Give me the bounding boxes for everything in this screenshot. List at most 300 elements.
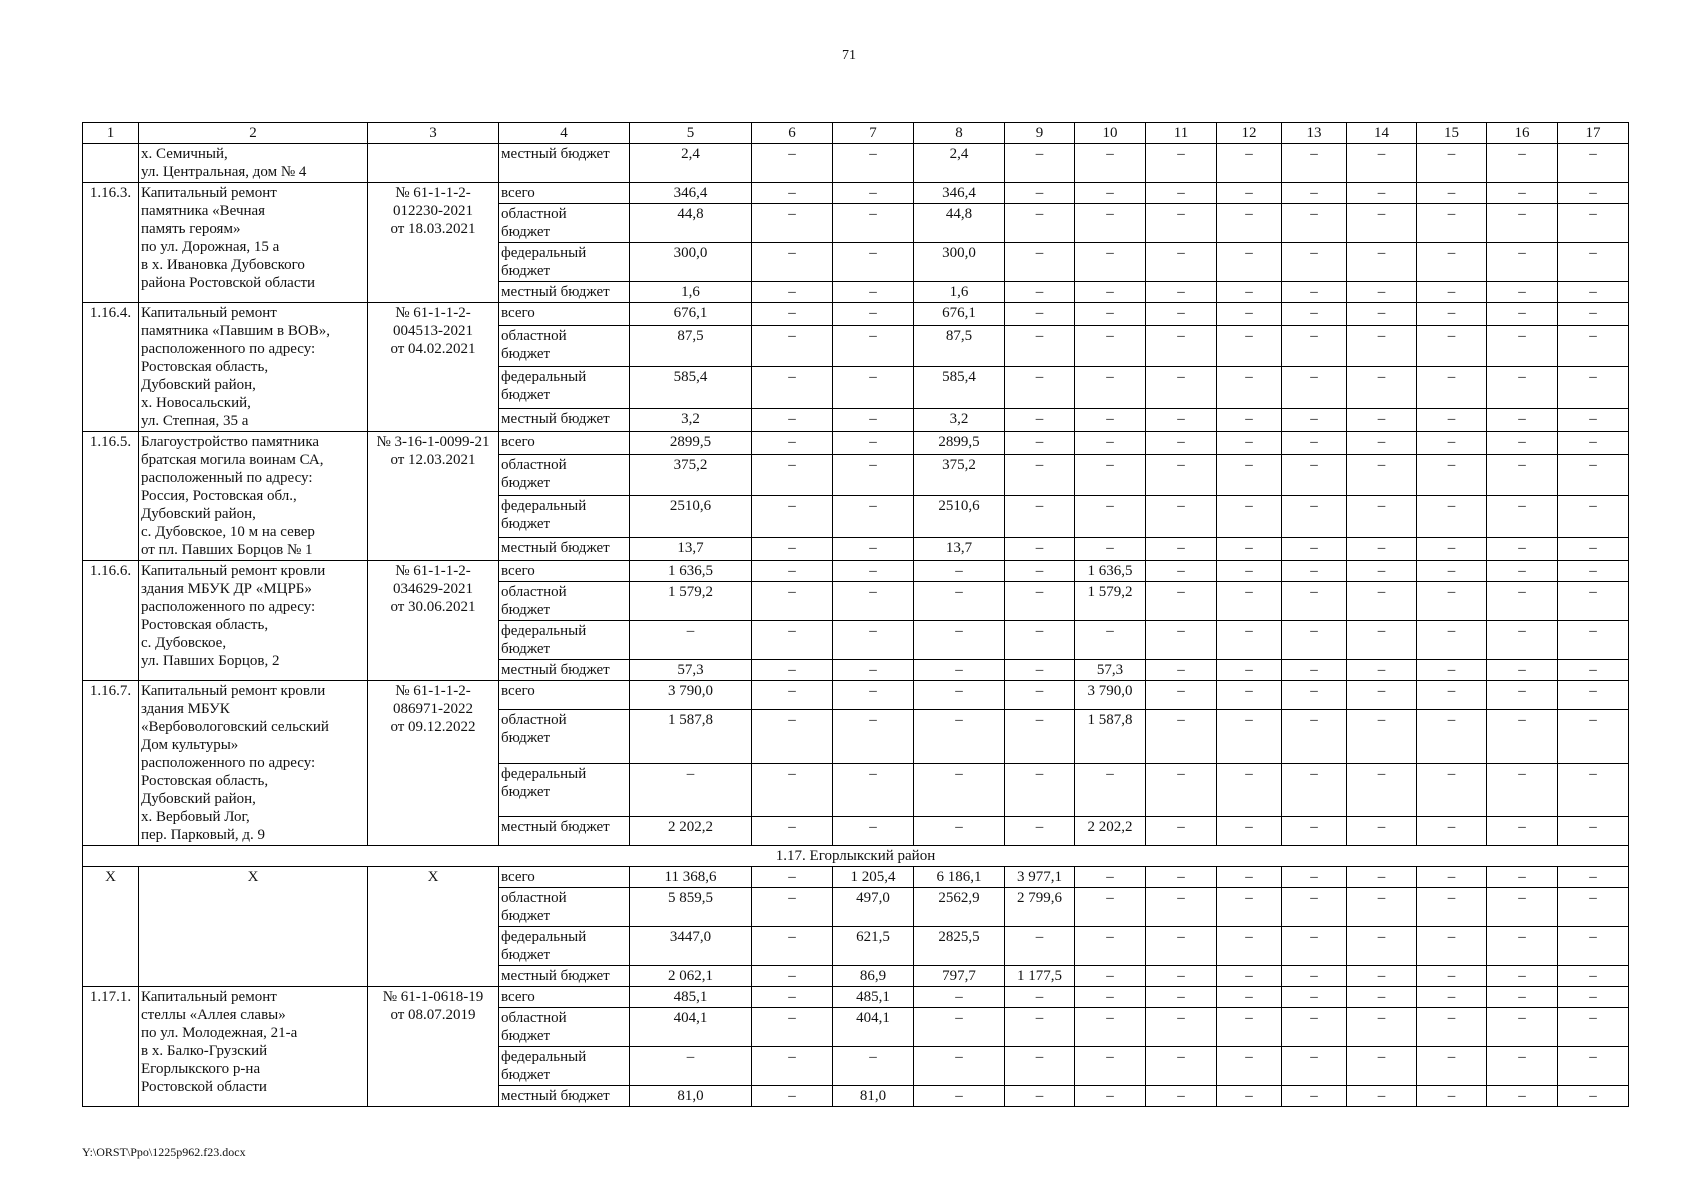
- value-cell: –: [752, 409, 833, 432]
- value-cell: –: [1417, 409, 1487, 432]
- value-cell: –: [1417, 621, 1487, 660]
- value-cell: –: [1347, 243, 1417, 282]
- value-cell: –: [1005, 496, 1075, 538]
- value-cell: –: [1005, 538, 1075, 561]
- value-cell: –: [752, 888, 833, 927]
- value-cell: 1,6: [914, 282, 1005, 303]
- value-cell: –: [914, 660, 1005, 681]
- value-cell: –: [1146, 681, 1217, 710]
- value-cell: –: [1487, 1086, 1558, 1107]
- value-cell: –: [1217, 966, 1282, 987]
- header-cell: 14: [1347, 123, 1417, 144]
- value-cell: –: [1417, 1086, 1487, 1107]
- value-cell: 2510,6: [914, 496, 1005, 538]
- value-cell: –: [1282, 496, 1347, 538]
- item-number-cell: 1.16.5.: [83, 432, 139, 561]
- value-cell: –: [1075, 432, 1146, 455]
- value-cell: –: [1005, 987, 1075, 1008]
- budget-source-cell: федеральный бюджет: [499, 1047, 630, 1086]
- value-cell: –: [1487, 325, 1558, 367]
- value-cell: –: [914, 681, 1005, 710]
- value-cell: 81,0: [630, 1086, 752, 1107]
- value-cell: –: [1217, 243, 1282, 282]
- value-cell: 3 790,0: [630, 681, 752, 710]
- value-cell: –: [1347, 496, 1417, 538]
- value-cell: 346,4: [630, 183, 752, 204]
- object-name-cell: Капитальный ремонт стеллы «Аллея славы» по ул. Молодежная, 21-а в х. Балко-Грузский Егорлыкского р-на Ростовской области: [139, 987, 368, 1107]
- value-cell: –: [1075, 496, 1146, 538]
- value-cell: –: [1347, 1008, 1417, 1047]
- value-cell: –: [1558, 763, 1629, 817]
- value-cell: –: [1146, 303, 1217, 326]
- budget-source-cell: областной бюджет: [499, 454, 630, 496]
- value-cell: –: [1282, 1047, 1347, 1086]
- value-cell: 485,1: [833, 987, 914, 1008]
- budget-source-cell: всего: [499, 183, 630, 204]
- value-cell: 3447,0: [630, 927, 752, 966]
- value-cell: –: [833, 582, 914, 621]
- value-cell: –: [1146, 927, 1217, 966]
- value-cell: –: [1347, 867, 1417, 888]
- value-cell: –: [1417, 660, 1487, 681]
- value-cell: –: [1558, 660, 1629, 681]
- value-cell: –: [1558, 966, 1629, 987]
- budget-source-cell: местный бюджет: [499, 817, 630, 846]
- value-cell: –: [1347, 538, 1417, 561]
- value-cell: 2510,6: [630, 496, 752, 538]
- value-cell: –: [1282, 432, 1347, 455]
- header-cell: 6: [752, 123, 833, 144]
- value-cell: 2825,5: [914, 927, 1005, 966]
- value-cell: –: [1347, 1086, 1417, 1107]
- value-cell: –: [1558, 1008, 1629, 1047]
- value-cell: –: [1282, 367, 1347, 409]
- value-cell: –: [1146, 432, 1217, 455]
- document-cell: № 61-1-1-2- 012230-2021 от 18.03.2021: [368, 183, 499, 303]
- value-cell: –: [833, 183, 914, 204]
- value-cell: –: [1217, 409, 1282, 432]
- value-cell: –: [1075, 621, 1146, 660]
- header-cell: 3: [368, 123, 499, 144]
- value-cell: –: [1487, 282, 1558, 303]
- value-cell: –: [1217, 817, 1282, 846]
- value-cell: –: [1347, 582, 1417, 621]
- value-cell: 1 205,4: [833, 867, 914, 888]
- document-cell: [368, 144, 499, 183]
- value-cell: 3 790,0: [1075, 681, 1146, 710]
- value-cell: –: [1417, 325, 1487, 367]
- value-cell: 2 202,2: [630, 817, 752, 846]
- value-cell: –: [1217, 1008, 1282, 1047]
- value-cell: 585,4: [914, 367, 1005, 409]
- table-row: [83, 144, 1629, 183]
- value-cell: –: [1005, 204, 1075, 243]
- value-cell: –: [1347, 621, 1417, 660]
- value-cell: –: [833, 496, 914, 538]
- value-cell: –: [833, 144, 914, 183]
- table-row: [83, 681, 1629, 710]
- value-cell: –: [630, 763, 752, 817]
- value-cell: –: [914, 763, 1005, 817]
- value-cell: 2 202,2: [1075, 817, 1146, 846]
- value-cell: 676,1: [630, 303, 752, 326]
- value-cell: –: [1075, 282, 1146, 303]
- value-cell: –: [1282, 817, 1347, 846]
- value-cell: –: [1282, 561, 1347, 582]
- value-cell: –: [833, 681, 914, 710]
- header-cell: 4: [499, 123, 630, 144]
- value-cell: –: [1487, 582, 1558, 621]
- budget-table: [82, 122, 1629, 1107]
- value-cell: –: [752, 561, 833, 582]
- value-cell: –: [1146, 817, 1217, 846]
- budget-source-cell: областной бюджет: [499, 325, 630, 367]
- value-cell: –: [1487, 204, 1558, 243]
- value-cell: –: [1347, 888, 1417, 927]
- value-cell: –: [752, 432, 833, 455]
- value-cell: –: [752, 1086, 833, 1107]
- value-cell: –: [1282, 582, 1347, 621]
- value-cell: –: [1347, 660, 1417, 681]
- value-cell: –: [1487, 432, 1558, 455]
- object-name-cell: Благоустройство памятника братская могила воинам СА, расположенный по адресу: Россия, Ростовская обл., Дубовский район, с. Дубовское, 10 м на север от пл. Павших Борцов № 1: [139, 432, 368, 561]
- document-cell: № 61-1-1-2- 034629-2021 от 30.06.2021: [368, 561, 499, 681]
- value-cell: –: [833, 1047, 914, 1086]
- value-cell: –: [1558, 432, 1629, 455]
- value-cell: –: [1217, 763, 1282, 817]
- value-cell: 2,4: [914, 144, 1005, 183]
- section-row: [83, 846, 1629, 867]
- item-number-cell: 1.16.4.: [83, 303, 139, 432]
- value-cell: –: [752, 709, 833, 763]
- value-cell: –: [833, 709, 914, 763]
- budget-source-cell: областной бюджет: [499, 1008, 630, 1047]
- value-cell: –: [1282, 409, 1347, 432]
- value-cell: 87,5: [914, 325, 1005, 367]
- value-cell: –: [1558, 538, 1629, 561]
- value-cell: –: [752, 204, 833, 243]
- value-cell: –: [1005, 303, 1075, 326]
- value-cell: –: [1347, 183, 1417, 204]
- value-cell: 1 579,2: [630, 582, 752, 621]
- value-cell: –: [752, 582, 833, 621]
- value-cell: –: [1347, 817, 1417, 846]
- value-cell: –: [1487, 1047, 1558, 1086]
- budget-source-cell: областной бюджет: [499, 888, 630, 927]
- value-cell: –: [1005, 183, 1075, 204]
- value-cell: –: [1558, 303, 1629, 326]
- value-cell: –: [1347, 303, 1417, 326]
- value-cell: –: [1282, 966, 1347, 987]
- value-cell: 13,7: [630, 538, 752, 561]
- value-cell: –: [1417, 183, 1487, 204]
- value-cell: –: [1558, 183, 1629, 204]
- value-cell: 81,0: [833, 1086, 914, 1107]
- value-cell: –: [1146, 282, 1217, 303]
- budget-source-cell: местный бюджет: [499, 144, 630, 183]
- value-cell: –: [1417, 1008, 1487, 1047]
- value-cell: –: [1217, 987, 1282, 1008]
- budget-source-cell: всего: [499, 432, 630, 455]
- value-cell: –: [833, 660, 914, 681]
- value-cell: –: [1487, 709, 1558, 763]
- value-cell: –: [1417, 582, 1487, 621]
- value-cell: –: [1217, 183, 1282, 204]
- budget-source-cell: федеральный бюджет: [499, 367, 630, 409]
- value-cell: –: [1217, 325, 1282, 367]
- value-cell: 2562,9: [914, 888, 1005, 927]
- value-cell: –: [1558, 582, 1629, 621]
- value-cell: –: [833, 409, 914, 432]
- value-cell: –: [1217, 538, 1282, 561]
- item-number-cell: 1.16.6.: [83, 561, 139, 681]
- value-cell: 2899,5: [914, 432, 1005, 455]
- value-cell: –: [1075, 367, 1146, 409]
- value-cell: –: [1558, 888, 1629, 927]
- object-name-cell: х. Семичный, ул. Центральная, дом № 4: [139, 144, 368, 183]
- footer-file-path: Y:\ORST\Ppo\1225p962.f23.docx: [82, 1145, 246, 1159]
- value-cell: –: [1146, 204, 1217, 243]
- budget-source-cell: федеральный бюджет: [499, 243, 630, 282]
- value-cell: –: [833, 432, 914, 455]
- value-cell: –: [833, 303, 914, 326]
- value-cell: –: [1217, 204, 1282, 243]
- value-cell: 375,2: [630, 454, 752, 496]
- value-cell: –: [833, 763, 914, 817]
- value-cell: –: [1347, 709, 1417, 763]
- value-cell: –: [1487, 987, 1558, 1008]
- value-cell: –: [1075, 325, 1146, 367]
- value-cell: –: [1146, 1008, 1217, 1047]
- header-cell: 12: [1217, 123, 1282, 144]
- table-row: [83, 303, 1629, 326]
- value-cell: –: [1558, 454, 1629, 496]
- value-cell: –: [1146, 888, 1217, 927]
- value-cell: –: [1417, 282, 1487, 303]
- value-cell: –: [1417, 966, 1487, 987]
- value-cell: –: [1075, 204, 1146, 243]
- table-row: [83, 867, 1629, 888]
- value-cell: –: [1347, 325, 1417, 367]
- value-cell: –: [833, 204, 914, 243]
- value-cell: –: [1347, 454, 1417, 496]
- budget-source-cell: местный бюджет: [499, 409, 630, 432]
- value-cell: –: [1417, 867, 1487, 888]
- value-cell: 3,2: [630, 409, 752, 432]
- item-number-cell: 1.16.7.: [83, 681, 139, 846]
- value-cell: 1 587,8: [630, 709, 752, 763]
- value-cell: –: [1075, 987, 1146, 1008]
- value-cell: –: [833, 561, 914, 582]
- value-cell: –: [1075, 927, 1146, 966]
- value-cell: 404,1: [833, 1008, 914, 1047]
- value-cell: –: [1417, 454, 1487, 496]
- value-cell: –: [1347, 367, 1417, 409]
- budget-source-cell: местный бюджет: [499, 538, 630, 561]
- value-cell: –: [1146, 183, 1217, 204]
- value-cell: –: [1005, 282, 1075, 303]
- value-cell: 346,4: [914, 183, 1005, 204]
- value-cell: –: [914, 817, 1005, 846]
- value-cell: 797,7: [914, 966, 1005, 987]
- value-cell: –: [1487, 817, 1558, 846]
- value-cell: 1,6: [630, 282, 752, 303]
- value-cell: –: [1005, 763, 1075, 817]
- document-cell: Х: [368, 867, 499, 987]
- value-cell: –: [1558, 325, 1629, 367]
- value-cell: –: [1417, 204, 1487, 243]
- value-cell: –: [1146, 582, 1217, 621]
- object-name-cell: Капитальный ремонт кровли здания МБУК «Вербовологовский сельский Дом культуры» расположенного по адресу: Ростовская область, Дубовский район, х. Вербовый Лог, пер. Парковый, д. 9: [139, 681, 368, 846]
- budget-source-cell: местный бюджет: [499, 1086, 630, 1107]
- value-cell: –: [1005, 709, 1075, 763]
- value-cell: –: [914, 709, 1005, 763]
- value-cell: 11 368,6: [630, 867, 752, 888]
- value-cell: –: [1282, 660, 1347, 681]
- value-cell: –: [1146, 867, 1217, 888]
- value-cell: –: [833, 454, 914, 496]
- section-title: 1.17. Егорлыкский район: [83, 846, 1629, 867]
- value-cell: –: [1487, 1008, 1558, 1047]
- document-cell: № 3-16-1-0099-21 от 12.03.2021: [368, 432, 499, 561]
- value-cell: –: [1558, 987, 1629, 1008]
- value-cell: –: [1347, 1047, 1417, 1086]
- value-cell: –: [1075, 1086, 1146, 1107]
- value-cell: –: [1487, 561, 1558, 582]
- value-cell: –: [1217, 660, 1282, 681]
- value-cell: –: [1217, 1086, 1282, 1107]
- value-cell: –: [1417, 763, 1487, 817]
- document-cell: № 61-1-0618-19 от 08.07.2019: [368, 987, 499, 1107]
- value-cell: –: [1347, 432, 1417, 455]
- value-cell: –: [752, 817, 833, 846]
- value-cell: –: [752, 621, 833, 660]
- value-cell: –: [1417, 243, 1487, 282]
- value-cell: –: [833, 817, 914, 846]
- value-cell: 2 799,6: [1005, 888, 1075, 927]
- value-cell: –: [1146, 966, 1217, 987]
- value-cell: –: [833, 621, 914, 660]
- value-cell: –: [1217, 621, 1282, 660]
- value-cell: –: [1487, 243, 1558, 282]
- value-cell: –: [1075, 409, 1146, 432]
- value-cell: –: [1487, 966, 1558, 987]
- value-cell: –: [1075, 763, 1146, 817]
- value-cell: –: [752, 763, 833, 817]
- value-cell: –: [1217, 888, 1282, 927]
- value-cell: –: [914, 1086, 1005, 1107]
- value-cell: –: [630, 621, 752, 660]
- value-cell: –: [1558, 409, 1629, 432]
- value-cell: –: [1217, 867, 1282, 888]
- document-cell: № 61-1-1-2- 086971-2022 от 09.12.2022: [368, 681, 499, 846]
- value-cell: 44,8: [914, 204, 1005, 243]
- value-cell: –: [1005, 432, 1075, 455]
- value-cell: –: [1282, 681, 1347, 710]
- value-cell: –: [752, 282, 833, 303]
- value-cell: –: [1217, 561, 1282, 582]
- budget-source-cell: областной бюджет: [499, 709, 630, 763]
- value-cell: –: [1487, 454, 1558, 496]
- header-cell: 10: [1075, 123, 1146, 144]
- value-cell: –: [1075, 867, 1146, 888]
- value-cell: –: [1417, 303, 1487, 326]
- value-cell: –: [1005, 144, 1075, 183]
- value-cell: –: [1487, 538, 1558, 561]
- header-cell: 5: [630, 123, 752, 144]
- value-cell: –: [1487, 303, 1558, 326]
- value-cell: –: [1347, 144, 1417, 183]
- value-cell: –: [1282, 303, 1347, 326]
- value-cell: –: [1005, 1008, 1075, 1047]
- value-cell: –: [1417, 367, 1487, 409]
- header-cell: 11: [1146, 123, 1217, 144]
- value-cell: –: [1417, 144, 1487, 183]
- value-cell: –: [1417, 927, 1487, 966]
- value-cell: –: [752, 966, 833, 987]
- value-cell: –: [1282, 888, 1347, 927]
- value-cell: –: [752, 367, 833, 409]
- value-cell: –: [1558, 681, 1629, 710]
- value-cell: –: [1217, 709, 1282, 763]
- value-cell: –: [1075, 303, 1146, 326]
- value-cell: 3,2: [914, 409, 1005, 432]
- value-cell: –: [1487, 367, 1558, 409]
- value-cell: –: [914, 1047, 1005, 1086]
- value-cell: –: [1005, 681, 1075, 710]
- value-cell: –: [1146, 1047, 1217, 1086]
- value-cell: –: [1558, 367, 1629, 409]
- value-cell: 57,3: [1075, 660, 1146, 681]
- value-cell: 621,5: [833, 927, 914, 966]
- value-cell: 1 636,5: [1075, 561, 1146, 582]
- value-cell: –: [1347, 966, 1417, 987]
- value-cell: –: [1146, 621, 1217, 660]
- value-cell: –: [1558, 1086, 1629, 1107]
- value-cell: –: [1146, 763, 1217, 817]
- value-cell: –: [752, 144, 833, 183]
- value-cell: –: [1146, 144, 1217, 183]
- value-cell: –: [1282, 538, 1347, 561]
- value-cell: –: [1487, 867, 1558, 888]
- value-cell: –: [914, 987, 1005, 1008]
- value-cell: 676,1: [914, 303, 1005, 326]
- value-cell: –: [1347, 987, 1417, 1008]
- value-cell: –: [1347, 561, 1417, 582]
- value-cell: 6 186,1: [914, 867, 1005, 888]
- value-cell: –: [752, 496, 833, 538]
- table-row: [83, 987, 1629, 1008]
- value-cell: –: [1558, 204, 1629, 243]
- value-cell: –: [1075, 183, 1146, 204]
- table-row: [83, 561, 1629, 582]
- value-cell: –: [1487, 660, 1558, 681]
- value-cell: –: [1005, 1086, 1075, 1107]
- value-cell: –: [752, 538, 833, 561]
- value-cell: 497,0: [833, 888, 914, 927]
- value-cell: –: [1217, 432, 1282, 455]
- document-cell: № 61-1-1-2- 004513-2021 от 04.02.2021: [368, 303, 499, 432]
- value-cell: –: [1347, 204, 1417, 243]
- value-cell: –: [1282, 987, 1347, 1008]
- value-cell: –: [914, 621, 1005, 660]
- value-cell: –: [1146, 1086, 1217, 1107]
- budget-source-cell: всего: [499, 867, 630, 888]
- value-cell: –: [1558, 1047, 1629, 1086]
- value-cell: –: [833, 243, 914, 282]
- value-cell: 375,2: [914, 454, 1005, 496]
- value-cell: –: [1487, 183, 1558, 204]
